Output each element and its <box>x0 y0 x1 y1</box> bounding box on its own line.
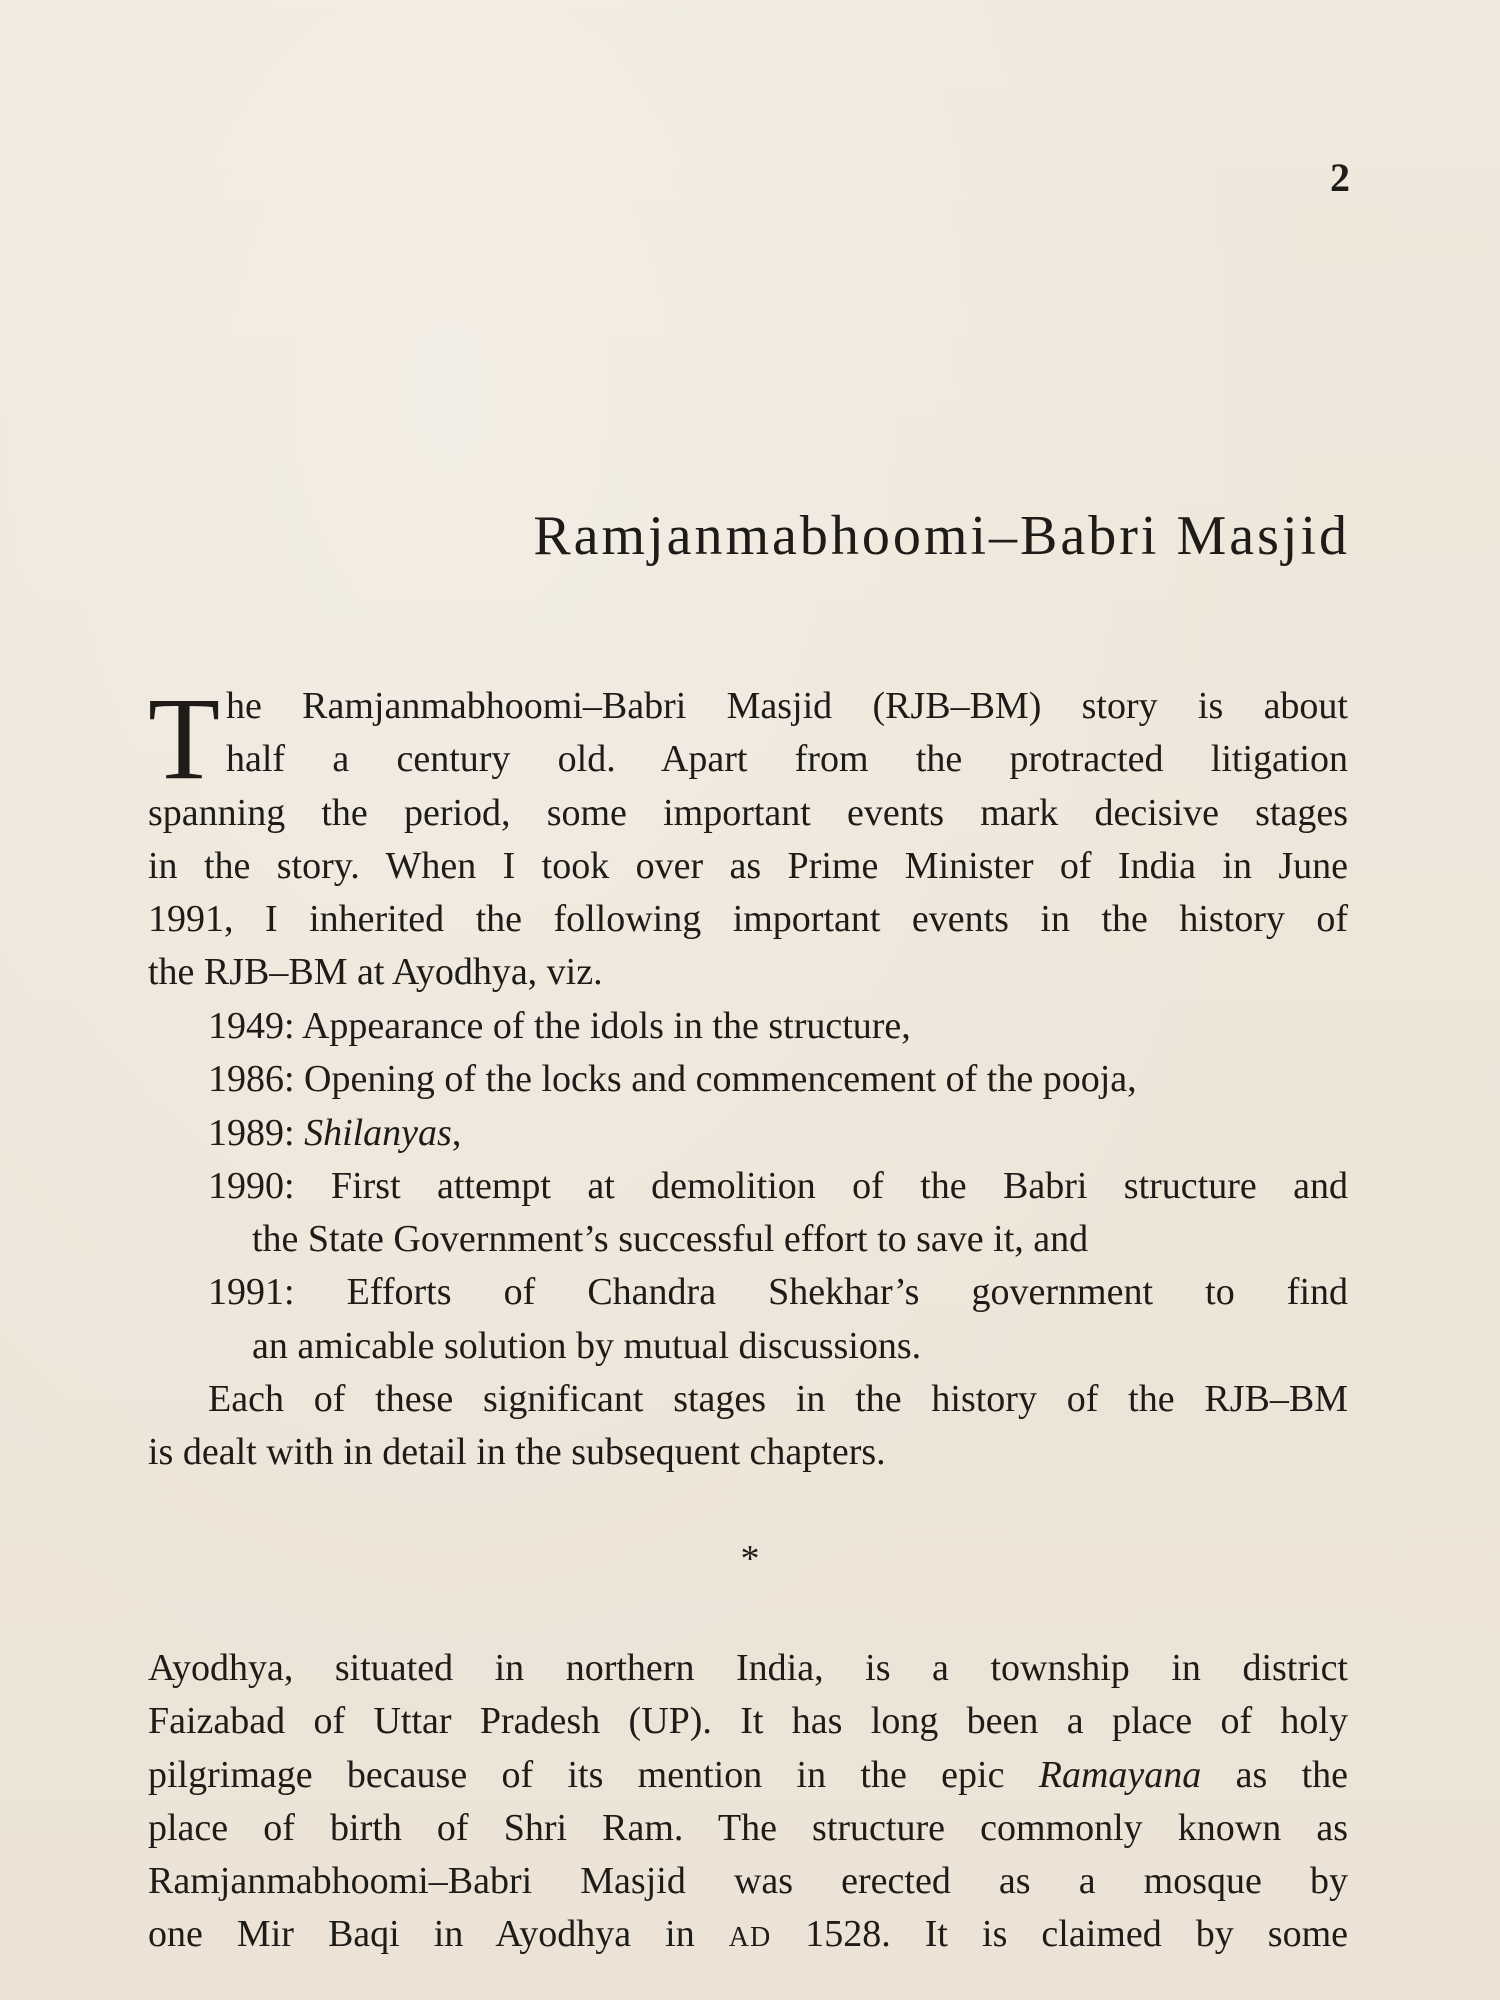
chapter-number: 2 <box>1330 155 1350 200</box>
summary-paragraph <box>148 1373 1348 1480</box>
event-1991-cont: an amicable solution by mutual discussions. <box>252 1324 922 1367</box>
section-separator: * <box>740 1538 760 1580</box>
chapter-title: Ramjanmabhoomi–Babri Masjid <box>533 505 1350 567</box>
text-line: Ayodhya, situated in northern India, is a township in district <box>148 1647 1348 1689</box>
event-1990: 1990: First attempt at demolition of the Babri structure and <box>208 1164 1348 1207</box>
shilanyas-term: Shilanyas <box>304 1111 452 1154</box>
text-line: Ramjanmabhoomi–Babri Masjid was erected as a mosque by <box>148 1860 1348 1903</box>
event-1989: 1989: Shilanyas, <box>208 1111 462 1154</box>
text-line: half a century old. Apart from the protracted litigation <box>226 738 1348 781</box>
ayodhya-paragraph <box>148 1642 1348 1962</box>
text-line: Faizabad of Uttar Pradesh (UP). It has long been a place of holy <box>148 1700 1348 1743</box>
drop-cap: T <box>148 673 221 804</box>
events-list <box>148 1000 1348 1373</box>
event-1991: 1991: Efforts of Chandra Shekhar’s government to find <box>208 1271 1348 1314</box>
text-line: one Mir Baqi in Ayodhya in AD 1528. It is claimed by some <box>148 1913 1348 1956</box>
text-line: place of birth of Shri Ram. The structure commonly known as <box>148 1806 1348 1849</box>
event-1949: 1949: Appearance of the idols in the structure, <box>208 1005 911 1047</box>
era-abbreviation: AD <box>728 1922 772 1954</box>
text-line: 1991, I inherited the following important events in the history of <box>148 898 1348 941</box>
text-line: spanning the period, some important events mark decisive stages <box>148 791 1348 834</box>
intro-paragraph <box>148 673 1348 1000</box>
text-line: Each of these significant stages in the history of the RJB–BM <box>208 1378 1348 1420</box>
text-line: he Ramjanmabhoomi–Babri Masjid (RJB–BM) story is about <box>226 685 1348 727</box>
text-line: is dealt with in detail in the subsequent chapters. <box>148 1431 886 1474</box>
text-line: pilgrimage because of its mention in the epic Ramayana as the <box>148 1753 1349 1796</box>
text-line: the RJB–BM at Ayodhya, viz. <box>148 951 603 994</box>
event-1990-cont: the State Government’s successful effort to save it, and <box>252 1218 1089 1261</box>
event-1986: 1986: Opening of the locks and commencement of the pooja, <box>208 1058 1137 1101</box>
ramayana-title: Ramayana <box>1038 1753 1202 1796</box>
text-line: in the story. When I took over as Prime Minister of India in June <box>148 844 1348 887</box>
